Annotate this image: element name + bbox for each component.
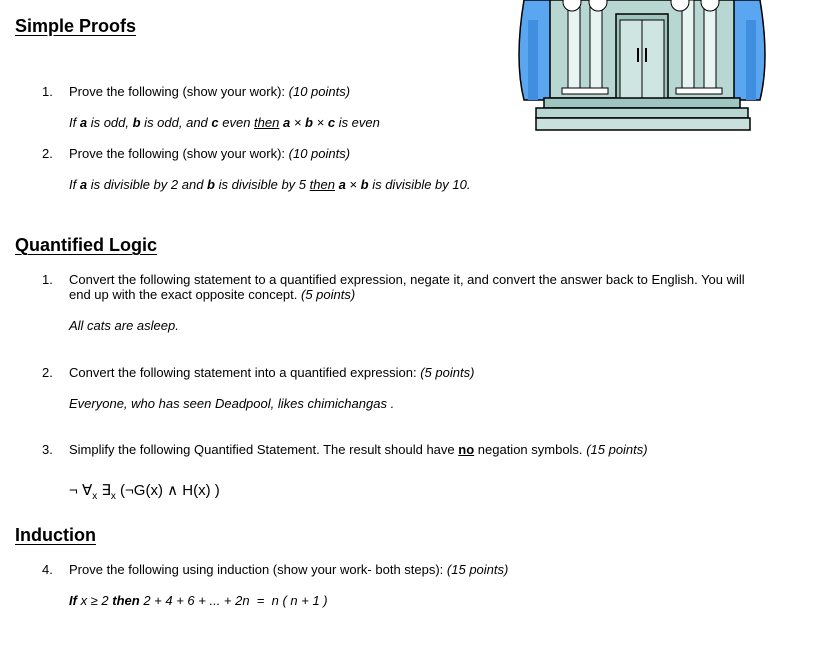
- classical-building-illustration: [514, 0, 770, 136]
- question-points: (10 points): [288, 84, 351, 99]
- proof-statement: If a is odd, b is odd, and c even then a × b × c is even: [69, 115, 380, 130]
- proof-statement: If a is divisible by 2 and b is divisible by 5 then a × b is divisible by 10.: [69, 177, 471, 192]
- question-text: [69, 562, 759, 577]
- induction-statement: If x ≥ 2 then 2 + 4 + 6 + ... + 2n = n ( n + 1 ): [69, 593, 328, 608]
- question-number: 2.: [42, 146, 53, 161]
- question-text: Simplify the following Quantified Statement. The result should have no negation symbols. (15 points): [69, 442, 648, 457]
- question-text: [69, 365, 759, 380]
- section-heading-simple-proofs: Simple Proofs: [15, 16, 137, 36]
- question-prompt: Prove the following using induction (show your work- both steps):: [69, 562, 444, 577]
- question-prompt: Prove the following (show your work):: [69, 146, 286, 161]
- question-points: (10 points): [288, 146, 351, 161]
- question-prompt: Simplify the following Quantified Statement. The result should have: [69, 442, 459, 457]
- question-number: 4.: [42, 562, 53, 577]
- quantified-formula: ¬ $\forall_x$ $\exists_x$ (¬G(x) ∧ H(x) ): [69, 482, 220, 502]
- question-points: (15 points): [586, 442, 648, 457]
- question-text: [69, 146, 529, 161]
- example-sentence: Everyone, who has seen Deadpool, likes chimichangas .: [69, 396, 395, 411]
- section-heading-quantified-logic: Quantified Logic: [15, 235, 157, 255]
- question-prompt: Convert the following statement to a quantified expression, negate it, and convert the answer back to English. You will end up with the exact opposite concept.: [69, 272, 745, 302]
- question-prompt: Prove the following (show your work):: [69, 84, 286, 99]
- question-number: 1.: [42, 272, 53, 287]
- question-points: (5 points): [301, 287, 356, 302]
- example-sentence: All cats are asleep.: [69, 318, 179, 333]
- question-points: (5 points): [420, 365, 475, 380]
- question-number: 2.: [42, 365, 53, 380]
- question-points: (15 points): [446, 562, 509, 577]
- question-text: [69, 272, 759, 302]
- question-text: [69, 84, 529, 99]
- question-prompt: Convert the following statement into a quantified expression:: [69, 365, 417, 380]
- emphasis-no: no: [458, 442, 475, 457]
- question-number: 3.: [42, 442, 53, 457]
- question-number: 1.: [42, 84, 53, 99]
- section-heading-induction: Induction: [15, 525, 96, 545]
